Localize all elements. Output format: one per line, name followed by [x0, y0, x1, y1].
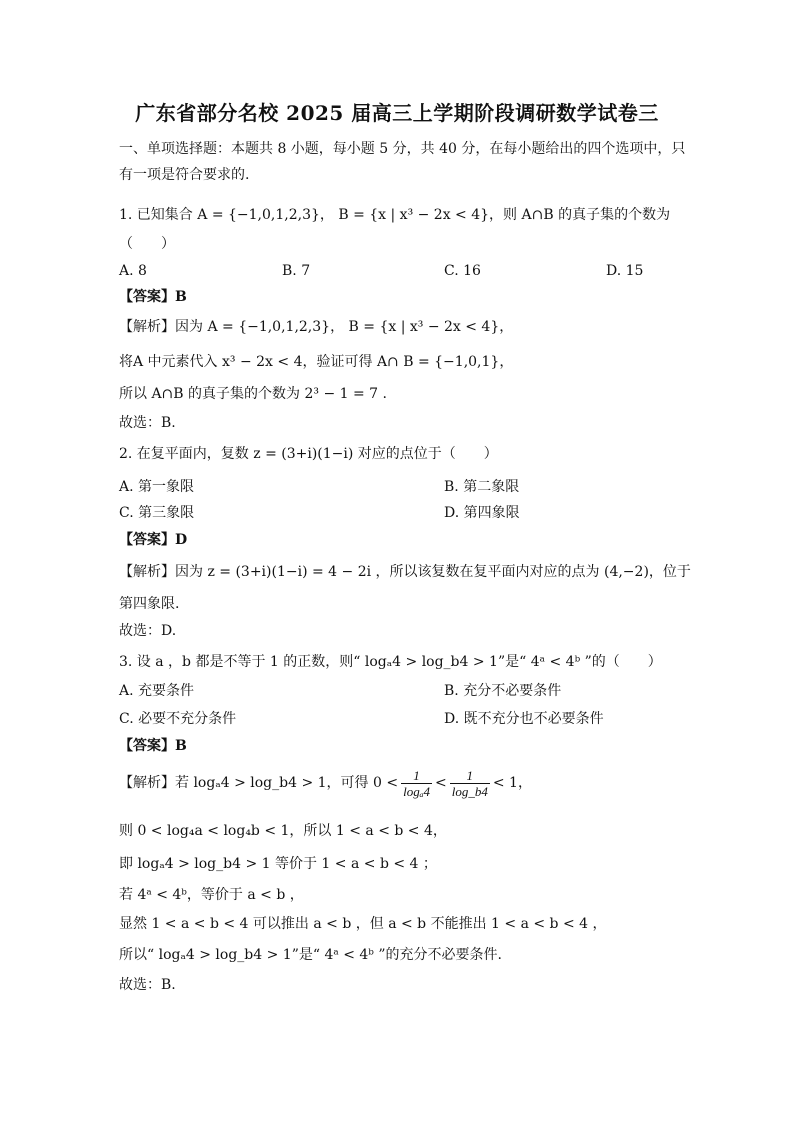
q2-option-d: D. 第四象限	[444, 505, 520, 521]
q3-option-a: A. 充要条件	[119, 683, 195, 699]
q1-analysis-line2: 将A 中元素代入 x³ − 2x < 4，验证可得 A∩ B = {−1,0,1}，	[119, 354, 514, 370]
section-heading-line2: 有一项是符合要求的.	[119, 167, 250, 183]
q1-analysis-line3: 所以 A∩B 的真子集的个数为 2³ − 1 = 7 .	[119, 386, 387, 402]
q3-option-b: B. 充分不必要条件	[444, 683, 562, 699]
q3-option-d: D. 既不充分也不必要条件	[444, 711, 604, 727]
q3-analysis-line6: 所以“ logₐ4 > log_b4 > 1”是“ 4ᵃ < 4ᵇ ”的充分不必要条件.	[119, 947, 502, 963]
q1-stem: 1. 已知集合 A = {−1,0,1,2,3}， B = {x | x³ − 2x < 4}，则 A∩B 的真子集的个数为	[119, 207, 671, 223]
q1-option-b: B. 7	[282, 263, 311, 279]
q3-analysis-line1-pre: 【解析】若 logₐ4 > log_b4 > 1，可得 0 <	[119, 775, 399, 791]
q1-option-a: A. 8	[119, 263, 147, 279]
q3-analysis-line1-post: < 1，	[492, 775, 532, 791]
q3-analysis-line5: 显然 1 < a < b < 4 可以推出 a < b ，但 a < b 不能推出 1 < a < b < 4 ，	[119, 916, 607, 932]
q3-stem: 3. 设 a ，b 都是不等于 1 的正数，则“ logₐ4 > log_b4 > 1”是“ 4ᵃ < 4ᵇ ”的（ ）	[119, 654, 662, 670]
page-title: 广东省部分名校 2025 届高三上学期阶段调研数学试卷三	[135, 101, 659, 125]
fraction-1-numerator: 1	[401, 768, 432, 784]
q3-analysis-line3: 即 logₐ4 > log_b4 > 1 等价于 1 < a < b < 4 ；	[119, 856, 437, 872]
q2-analysis-line3: 故选：D.	[119, 623, 177, 639]
q1-option-d: D. 15	[606, 263, 644, 279]
q2-option-b: B. 第二象限	[444, 479, 520, 495]
q2-option-c: C. 第三象限	[119, 505, 195, 521]
fraction-2	[450, 768, 490, 799]
fraction-2-numerator: 1	[450, 768, 490, 784]
q2-answer: 【答案】D	[119, 532, 188, 548]
fraction-1	[401, 768, 432, 799]
q2-analysis-line1: 【解析】因为 z = (3+i)(1−i) = 4 − 2i ，所以该复数在复平面内对应的点为 (4,−2)，位于	[119, 564, 691, 580]
fraction-2-denominator: log_b4	[451, 783, 488, 799]
q1-analysis-line4: 故选：B.	[119, 415, 176, 431]
q1-answer: 【答案】B	[119, 289, 187, 305]
q3-option-c: C. 必要不充分条件	[119, 711, 237, 727]
q2-stem: 2. 在复平面内，复数 z = (3+i)(1−i) 对应的点位于（ ）	[119, 446, 498, 462]
q1-analysis-line1: 【解析】因为 A = {−1,0,1,2,3}， B = {x | x³ − 2x < 4}，	[119, 319, 514, 335]
fraction-comparator: <	[435, 775, 447, 791]
q1-option-c: C. 16	[444, 263, 481, 279]
q3-answer: 【答案】B	[119, 738, 187, 754]
q2-option-a: A. 第一象限	[119, 479, 195, 495]
fraction-1-denominator: logₐ4	[403, 783, 430, 799]
q1-stem-blank: （ ）	[119, 236, 175, 252]
q2-analysis-line2: 第四象限.	[119, 596, 180, 612]
q3-analysis-line4: 若 4ᵃ < 4ᵇ，等价于 a < b ，	[119, 887, 304, 903]
q3-analysis-line1	[119, 766, 532, 800]
q3-analysis-line7: 故选：B.	[119, 977, 176, 993]
q3-analysis-line2: 则 0 < log₄a < log₄b < 1，所以 1 < a < b < 4，	[119, 823, 447, 839]
section-heading-line1: 一、单项选择题：本题共 8 小题，每小题 5 分，共 40 分，在每小题给出的四个选项中，只	[119, 141, 686, 157]
